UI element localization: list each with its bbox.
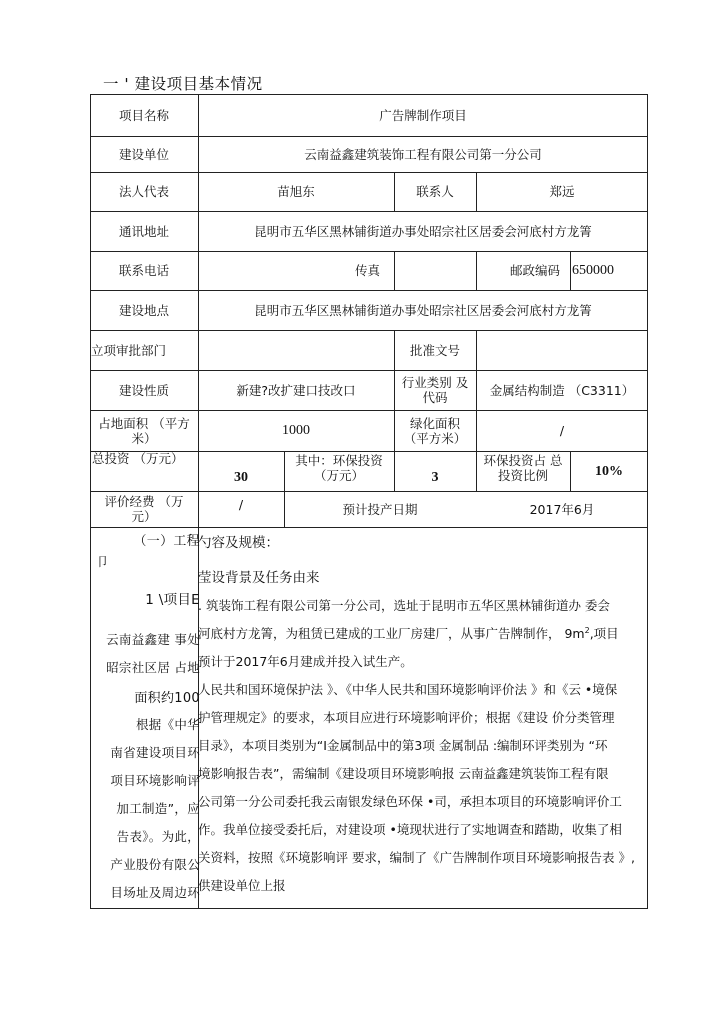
value-env-ratio: 10%: [595, 463, 623, 479]
label-postcode: 邮政编码: [509, 263, 560, 278]
value-start-date: 2017年6月: [529, 501, 595, 517]
label-approval-dept: 立项审批部门: [91, 342, 167, 358]
basic-info-table: 项目名称 广告牌制作项目 建设单位 云南益鑫建筑装饰工程有限公司第一分公司 法人代表 苗旭东 联系人 郑远 通讯地址 昆明市五华区黑林铺街道办事处昭宗社区居委会河底村方龙箐 联系电话 传真 邮政编码 650000 建设地点 昆明市五华区黑林铺街道办事处昭宗社区居委会河底村方龙箐 立项审批部门 批准文号 建设性质 新建?改扩建口技改口 行业类别 及 代码 金属结构制造 （C3311） 占地面积 （平方 米） 1000 绿化面积 （平方米） / 总投资 （万元） 30 其中：环保投资 （万元） 3 环保投资占 总 投资比例 10% 评价经费 （万 元） / 预计投产日期 2017年6月 （一）工程 卩 1 \项目E 云南益鑫建 事处 昭宗社区居 占地 面积约100 根据《中华 南省建设项目环 项目环境影响评 加工制造”，应 告表》。为此， 产业股份有限公 目场址及周边环 勺容及规模： 莹设背景及任务由来 . 筑装饰工程有限公司第一分公司，选址于昆明市五华区黑林铺街道办 委会 河底村方龙箐，为租赁已建成的工业厂房建厂，从事广告牌制作， $9m^2$,项目 预计于2017年6月建成并投入试生产。 人民共和国环境保护法 》、《中华人民共和国环境影响评价法 》和《云 •境保 护管理规定》的要求，本项目应进行环境影响评价；根据《建设 价分类管理 目录》，本项目类别为“I金属制品中的第3项 金属制品 :编制环评类别为 “环 境影响报告表”，需编制《建设项目环境影响报 云南益鑫建筑装饰工程有限 公司第一分公司委托我云南银发绿色环保 •司，承担本项目的环境影响评价工 作。我单位接受委托后，对建设项 •境现状进行了实地调查和踏勘，收集了相 关资料，按照《环境影响评 要求，编制了《广告牌制作项目环境影响报告表 》, 供建设单位上报: [90, 94, 648, 909]
value-address: 昆明市五华区黑林铺街道办事处昭宗社区居委会河底村方龙箐: [254, 223, 592, 239]
label-investment: 总投资 （万元）: [92, 451, 184, 466]
label-start-date: 预计投产日期: [342, 501, 418, 517]
value-project-name: 广告牌制作项目: [379, 107, 467, 123]
value-legal-rep: 苗旭东: [277, 184, 315, 199]
label-legal-rep: 法人代表: [118, 184, 169, 199]
label-contact: 联系人: [416, 184, 454, 199]
value-phone: [198, 251, 306, 290]
value-investment: 30: [234, 470, 248, 485]
label-env-ratio: 环保投资占 总 投资比例: [483, 453, 563, 483]
label-green-area: 绿化面积 （平方米）: [403, 415, 467, 446]
label-eval-fee: 评价经费 （万 元）: [104, 494, 184, 524]
value-site: 昆明市五华区黑林铺街道办事处昭宗社区居委会河底村方龙箐: [254, 302, 592, 318]
value-approval-no: [476, 330, 648, 370]
label-project-name: 项目名称: [118, 107, 169, 123]
label-fax: 传真: [354, 263, 380, 278]
label-area: 占地面积 （平方 米）: [98, 415, 190, 446]
label-nature: 建设性质: [118, 382, 169, 398]
section-title: 一 ' 建设项目基本情况: [103, 75, 263, 93]
label-phone: 联系电话: [118, 263, 169, 278]
label-address: 通讯地址: [118, 223, 169, 239]
value-postcode: 650000: [572, 263, 614, 278]
value-env-investment: 3: [431, 470, 439, 485]
value-green-area: /: [559, 423, 565, 438]
value-industry: 金属结构制造 （C3311）: [489, 382, 635, 398]
label-env-investment: 其中：环保投资 （万元）: [295, 453, 383, 483]
value-fax: [394, 251, 476, 290]
value-eval-fee: /: [238, 497, 244, 512]
value-nature: 新建?改扩建口技改口: [236, 382, 356, 398]
value-approval-dept: [198, 330, 394, 370]
label-site: 建设地点: [118, 302, 169, 318]
value-contact: 郑远: [549, 184, 575, 199]
label-approval-no: 批准文号: [409, 342, 460, 358]
label-industry-code: 行业类别 及 代码: [401, 375, 469, 405]
label-builder: 建设单位: [118, 146, 169, 162]
value-area: 1000: [282, 423, 310, 438]
value-builder: 云南益鑫建筑装饰工程有限公司第一分公司: [304, 146, 542, 162]
